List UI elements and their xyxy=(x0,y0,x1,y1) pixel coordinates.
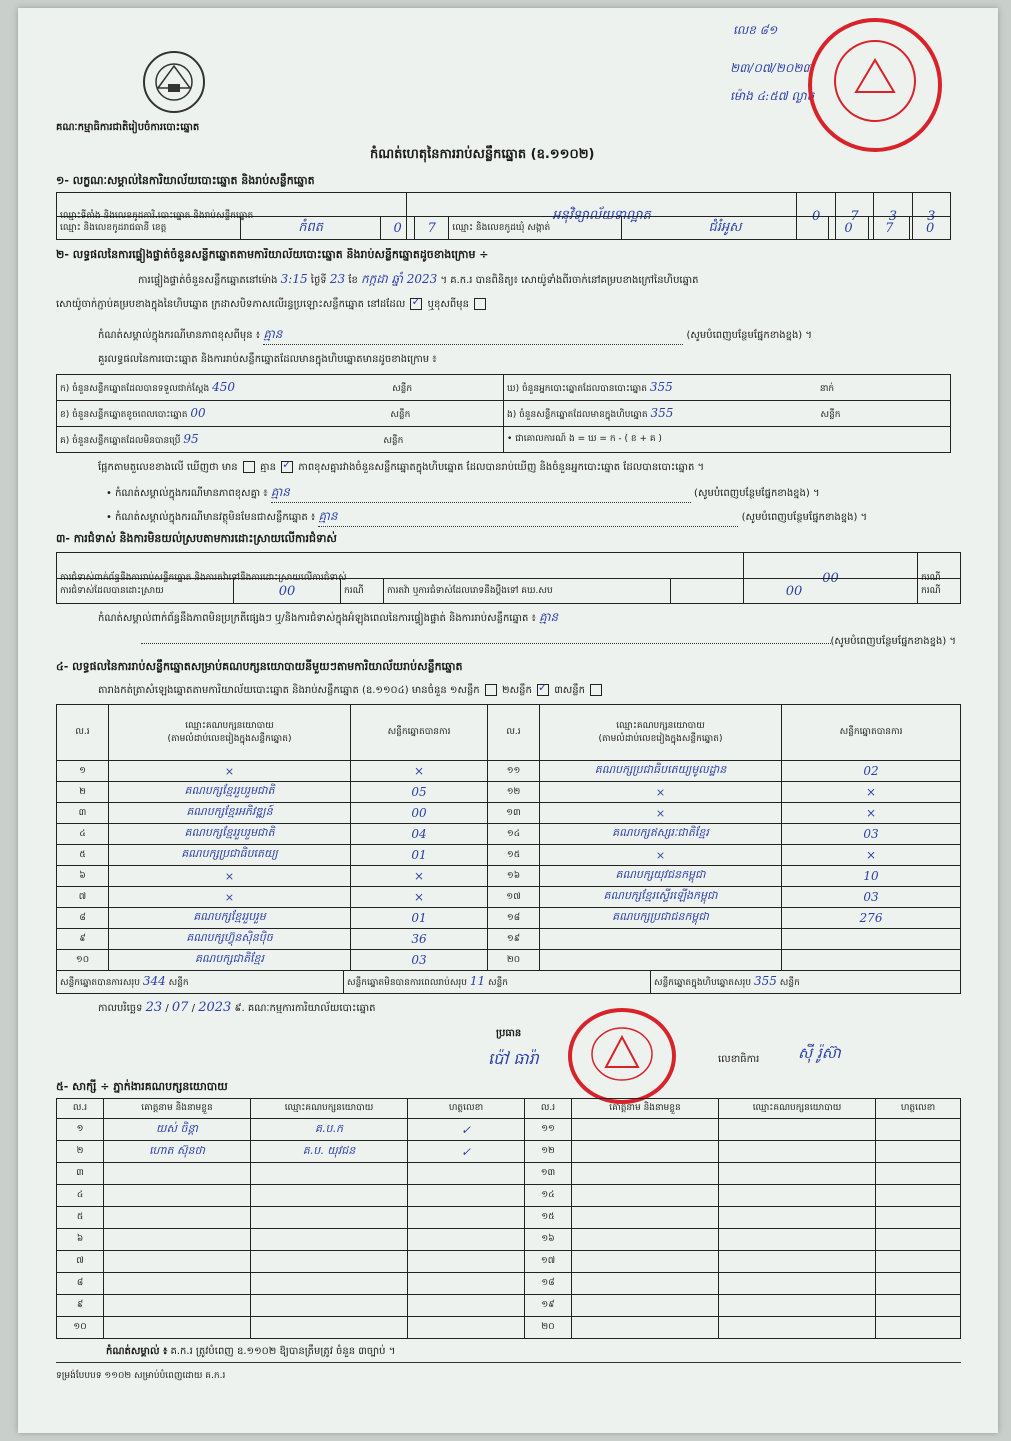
count-row-b: ខ) ចំនួនសន្លឹកឆ្នោតខូចពេលបោះឆ្នោត 00 សន្លឹក xyxy=(57,401,504,427)
witness-row: ៨ ១៨ xyxy=(57,1273,961,1295)
witness-row: ៧ ១៧ xyxy=(57,1251,961,1273)
province-label: ឈ្មោះ និងលេខកូដរាជធានី ខេត្ត xyxy=(57,217,241,240)
count-row-e: ឃ) ចំនួនអ្នកបោះឆ្នោតដែលបានបោះឆ្នោត 355 នាក់ xyxy=(504,375,951,401)
complaint-resolved-label: ការជំទាស់ដែលបានដោះស្រាយ xyxy=(57,579,234,604)
verification-line-2: សោយ៉ូចាក់ភ្ជាប់គម្របខាងក្នុងនៃហិបឆ្នោត ក្រដាសបិទភាសលើរន្ធប្រឡោះសន្លឹកឆ្នោត នៅដដែល ✓ ឬខុសពីមុន xyxy=(56,297,488,312)
witness-row: ៥ ១៥ xyxy=(57,1207,961,1229)
receipt-date: ២៣/០៧/២០២៣ xyxy=(730,61,813,75)
witness-row: ៦ ១៦ xyxy=(57,1229,961,1251)
total-valid: សន្លឹកឆ្នោតបានការសរុប 344 សន្លឹក xyxy=(57,971,344,994)
verification-line-1: ការផ្ទៀងផ្ទាត់ចំនួនសន្លឹកឆ្នោតនៅម៉ោង 3:15 ថ្ងៃទី 23 ខែ កក្កដា ឆ្នាំ 2023 ។ គ.ក.រ បានពិនិត្យ៖ សោយ៉ូទាំងពីរចាក់នៅគម្របខាងក្រៅនៃហិបឆ្នោត xyxy=(138,272,699,286)
complaint-row-1-value: 00 xyxy=(744,553,918,604)
station-code-2: 7 xyxy=(835,193,873,240)
section-3-title: ៣- ការជំទាស់ និងការមិនយល់ស្របតាមការដោះស្រាយលើការជំទាស់ xyxy=(56,532,337,545)
complaint-resolved-value: 00 xyxy=(234,579,341,604)
party-result-row: ៥ គណបក្សប្រជាធិបតេយ្យ 01 ១៥ × × xyxy=(57,845,961,866)
witness-table-header: ល.រ គោត្តនាម និងនាមខ្លួន ឈ្មោះគណបក្សនយោបាយ ហត្ថលេខា ល.រ គោត្តនាម និងនាមខ្លួន ឈ្មោះគណបក្សនយោបាយ ហត្ថលេខា xyxy=(57,1099,961,1119)
count-row-c: គ) ចំនួនសន្លឹកឆ្នោតដែលមិនបានប្រើ 95 សន្លឹក xyxy=(57,427,504,453)
witness-table xyxy=(56,1098,961,1339)
section-1-title: ១- លក្ខណៈសម្គាល់នៃការិយាល័យបោះឆ្នោត និងរាប់សន្លឹកឆ្នោត xyxy=(56,174,315,187)
note-line-3: • កំណត់សម្គាល់ក្នុងករណីមានវត្ថុមិនមែនជាសន្លឹកឆ្នោត ៖ គ្មាន (សូមបំពេញបន្ថែមផ្នែកខាងខ្នង) ។ xyxy=(106,508,956,527)
footer-divider xyxy=(56,1362,961,1363)
chairman-label: ប្រធាន xyxy=(496,1028,522,1039)
party-result-row: ២ គណបក្សខ្មែររួបរួមជាតិ 05 ១២ × × xyxy=(57,782,961,803)
party-table-header: ល.រ ឈ្មោះគណបក្សនយោបាយ (តាមលំដាប់លេខរៀងក្នុងសន្លឹកឆ្នោត) សន្លឹកឆ្នោតបានការ ល.រ ឈ្មោះគណបក្សនយោបាយ (តាមលំដាប់លេខរៀងក្នុងសន្លឹកឆ្នោត) សន្លឹកឆ្នោតបានការ xyxy=(57,705,961,761)
commune-label: ឈ្មោះ និងលេខកូដឃុំ សង្កាត់ xyxy=(449,217,622,240)
witness-row: ១០ ២០ xyxy=(57,1317,961,1339)
document-page: គណៈកម្មាធិការជាតិរៀបចំការបោះឆ្នោត លេខ ៨១ ២៣/០៧/២០២៣ ម៉ោង ៤:៥៧ ល្ងាច កំណត់ហេតុនៃការរាប់សន្លឹកឆ្នោត (ឧ.១១០២) ១- លក្ខណៈសម្គាល់នៃការិយាល័យបោះឆ្នោត និងរាប់សន្លឹកឆ្នោត ឈ្មោះទីតាំង និងលេខកូដការិ.បោះឆ្នោត និងរាប់សន្លឹកឆ្នោត អនុវិទ្យាល័យទាល្អាត 0 7 3 3 ឈ្មោះ និងលេខកូដរាជធានី ខេត្ត កំពត 0 7 ឈ្មោះ និងលេខកូដឃុំ សង្កាត់ ជំរំអូស 0 7 0 ២- លទ្ធផលនៃការផ្ទៀងផ្ទាត់ចំនួនសន្លឹកឆ្នោតតាមការិយាល័យបោះឆ្នោត និងរាប់សន្លឹកឆ្នោតដូចខាងក្រោម ÷ ការផ្ទៀងផ្ទាត់ចំនួនសន្លឹកឆ្នោតនៅម៉ោង 3:15 ថ្ងៃទី 23 ខែ កក្កដា ឆ្នាំ 2023 ។ គ.ក.រ បានពិនិត្យ៖ សោយ៉ូទាំងពីរចាក់នៅគម្របខាងក្រៅនៃហិបឆ្នោត សោយ៉ូចាក់ភ្ជាប់គម្របខាងក្នុងនៃហិបឆ្នោត ក្រដាសបិទភាសលើរន្ធប្រឡោះសន្លឹកឆ្នោត នៅដដែល ✓ ឬខុសពីមុន កំណត់សម្គាល់ក្នុងករណីមានភាពខុសពីមុន ៖ គ្មាន (សូមបំពេញបន្ថែមផ្នែកខាងខ្នង) ។ គួរលទ្ធផលនៃការបោះឆ្នោត និងការរាប់សន្លឹកឆ្នោតដែលមានក្នុងហិបឆ្នោតមានដូចខាងក្រោម ៖ ក) ចំនួនសន្លឹកឆ្នោតដែលបានទទួលជាក់ស្តែង 450 សន្លឹក ឃ) ចំនួនអ្នកបោះឆ្នោតដែលបានបោះឆ្នោត 355 នាក់ ខ) ចំនួនសន្លឹកឆ្នោតខូចពេលបោះឆ្នោត 00 សន្លឹក ង) ចំនួនសន្លឹកឆ្នោតដែលមានក្នុងហិបឆ្នោត 355 សន្លឹក គ) ចំនួនសន្លឹកឆ្នោតដែលមិនបានប្រើ 95 សន្លឹក • ជាគោលការណ៍ ង = ឃ = ក - ( ខ + គ ) ផ្អែកតាមតួលេខខាងលើ ឃើញថា មាន គ្មាន ✓ ភាពខុសគ្នារវាងចំនួនសន្លឹកឆ្នោតក្នុងហិបឆ្នោត ដែលបានរាប់ឃើញ និងចំនួនអ្នកបោះឆ្នោត ដែលបានបោះឆ្នោត ។ • កំណត់សម្គាល់ក្នុងករណីមានភាពខុសគ្នា ៖ គ្មាន (សូមបំពេញបន្ថែមផ្នែកខាងខ្នង) ។ • កំណត់សម្គាល់ក្នុងករណីមានវត្ថុមិនមែនជាសន្លឹកឆ្នោត ៖ គ្មាន (សូមបំពេញបន្ថែមផ្នែកខាងខ្នង) ។ ៣- ការជំទាស់ និងការមិនយល់ស្របតាមការដោះស្រាយលើការជំទាស់ ការជំទាស់ពាក់ព័ន្ធនឹងការរាប់សន្លឹកឆ្នោត និងការតវ៉ាទៅនឹងការដោះស្រាយលើការជំទាស់ 00 ករណី ការជំទាស់ដែលបានដោះស្រាយ 00 ករណី ការតវ៉ា ឬការជំទាស់ដែលរោទនឹងប្តឹងទៅ គឃ.សប 00 ករណី កំណត់សម្គាល់ពាក់ព័ន្ធនឹងភាពមិនប្រក្រតីផ្សេងៗ ឬ/និងការជំទាស់ក្នុងអំឡុងពេលនៃការផ្ទៀងផ្ទាត់ និងការរាប់សន្លឹកឆ្នោត ៖ គ្មាន (សូមបំពេញបន្ថែមផ្នែកខាងខ្នង) ។ ៤- លទ្ធផលនៃការរាប់សន្លឹកឆ្នោតសម្រាប់គណបក្សនយោបាយនីមួយៗតាមការិយាល័យរាប់សន្លឹកឆ្នោត តារាងកត់ត្រាសំឡេងឆ្នោតតាមការិយាល័យបោះឆ្នោត និងរាប់សន្លឹកឆ្នោត (ឧ.១១០៤) មានចំនួន ១សន្លឹក ២សន្លឹក ✓ ៣សន្លឹក ល.រ ឈ្មោះគណបក្សនយោបាយ (តាមលំដាប់លេខរៀងក្នុងសន្លឹកឆ្នោត) សន្លឹកឆ្នោតបានការ ល.រ ឈ្មោះគណបក្សនយោបាយ (តាមលំដាប់លេខរៀងក្នុងសន្លឹកឆ្នោត) សន្លឹកឆ្នោតបានការ ១ × × ១១ គណបក្សប្រជាធិបតេយ្យមូលដ្ឋាន 02 ២ គណបក្សខ្មែររួបរួមជាតិ 05 ១២ × × ៣ គណបក្សខ្មែរអភិវឌ្ឍន៍ 00 ១៣ × × ៤ គណបក្សខ្មែររួបរួមជាតិ 04 ១៤ គណបក្សឥស្សរៈជាតិខ្មែរ 03 ៥ គណបក្សប្រជាធិបតេយ្យ 01 ១៥ × × ៦ × × ១៦ គណបក្សយុវជនកម្ពុជា 10 ៧ × × ១៧ គណបក្សខ្មែរស្ទើរឡើងកម្ពុជា 03 ៨ គណបក្សខ្មែររួបរួម 01 ១៨ គណបក្សប្រជាជនកម្ពុជា 276 ៩ គណបក្សហ៊្វុនស៊ិនប៉ិច 36 ១៩ ១០ គណបក្សជាតិខ្មែរ 03 ២០ សន្លឹកឆ្នោតបានការសរុប 344 សន្លឹក សន្លឹកឆ្នោតមិនបានការពេលរាប់សរុប 11 សន្លឹក សន្លឹកឆ្នោតក្នុងហិបឆ្នោតសរុប 355 សន្លឹក កាលបរិច្ឆេទ 23 / 07 / 2023 ៩. គណៈកម្មការការិយាល័យបោះឆ្នោត ប្រធាន ប៉ៅ ធារ៉ា លេខាធិការ ស៊ី រ៉ូស៊ា ៥- សាក្សី ÷ ភ្នាក់ងារគណបក្សនយោបាយ ល.រ គោត្តនាម និងនាមខ្លួន ឈ្មោះគណបក្សនយោបាយ ហត្ថលេខា ល.រ គោត្តនាម និងនាមខ្លួន ឈ្មោះគណបក្សនយោបាយ ហត្ថលេខា ១ យស់ ចិន្តា គ.ប.ក ✓ ១១ ២ ហោត ស៊ុនថា គ.ប. យុវជន ✓ ១២ ៣ ១៣ ៤ ១៤ ៥ ១៥ ៦ ១៦ ៧ ១៧ ៨ ១៨ ៩ ១៩ ១០ ២០ កំណត់សម្គាល់ ៖ គ.ក.រ ត្រូវបំពេញ ឧ.១១០២ ឱ្យបានត្រឹមត្រូវ ចំនួន ៣ច្បាប់ ។ ទម្រង់បែបបទ ១១០២ សម្រាប់បំពេញដោយ គ.ក.រ xyxy=(18,8,998,1433)
formula-row: • ជាគោលការណ៍ ង = ឃ = ក - ( ខ + គ ) xyxy=(504,427,951,453)
party-result-row: ៨ គណបក្សខ្មែររួបរួម 01 ១៨ គណបក្សប្រជាជនកម្ពុជា 276 xyxy=(57,908,961,929)
witness-row: ៣ ១៣ xyxy=(57,1163,961,1185)
complaint-forwarded-label: ការតវ៉ា ឬការជំទាស់ដែលរោទនឹងប្តឹងទៅ គឃ.សប xyxy=(384,579,671,604)
committee-name: គណៈកម្មាធិការជាតិរៀបចំការបោះឆ្នោត xyxy=(56,122,200,133)
match-check-line: ផ្អែកតាមតួលេខខាងលើ ឃើញថា មាន គ្មាន ✓ ភាពខុសគ្នារវាងចំនួនសន្លឹកឆ្នោតក្នុងហិបឆ្នោត ដែលបានរាប់ឃើញ និងចំនួនអ្នកបោះឆ្នោត ដែលបានបោះឆ្នោត ។ xyxy=(98,460,704,475)
station-code-4: 3 xyxy=(912,193,950,240)
complaint-forwarded-value: 00 xyxy=(671,579,918,604)
section-5-title: ៥- សាក្សី ÷ ភ្នាក់ងារគណបក្សនយោបាយ xyxy=(56,1080,228,1093)
party-result-row: ៧ × × ១៧ គណបក្សខ្មែរស្ទើរឡើងកម្ពុជា 03 xyxy=(57,887,961,908)
pages-1-checkbox[interactable] xyxy=(485,684,497,696)
match-yes-checkbox[interactable] xyxy=(243,461,255,473)
receipt-number: លេខ ៨១ xyxy=(733,23,778,37)
footer-form-id: ទម្រង់បែបបទ ១១០២ សម្រាប់បំពេញដោយ គ.ក.រ xyxy=(56,1371,226,1381)
province-name: កំពត xyxy=(241,217,381,240)
match-no-checkbox[interactable] xyxy=(281,461,293,473)
note-line-1: កំណត់សម្គាល់ក្នុងករណីមានភាពខុសពីមុន ៖ គ្មាន (សូមបំពេញបន្ថែមផ្នែកខាងខ្នង) ។ xyxy=(98,326,958,345)
commune-code-3: 0 xyxy=(910,217,951,240)
station-code-3: 3 xyxy=(874,193,912,240)
emblem-icon xyxy=(138,48,210,116)
secretary-label: លេខាធិការ xyxy=(718,1054,760,1065)
count-row-a: ក) ចំនួនសន្លឹកឆ្នោតដែលបានទទួលជាក់ស្តែង 450 សន្លឹក xyxy=(57,375,504,401)
official-seal-bottom xyxy=(568,1008,676,1104)
seal-correct-checkbox[interactable] xyxy=(410,298,422,310)
commune-code-1: 0 xyxy=(828,217,869,240)
official-seal-top xyxy=(808,18,942,152)
form-title: កំណត់ហេតុនៃការរាប់សន្លឹកឆ្នោត (ឧ.១១០២) xyxy=(370,147,595,162)
station-name: អនុវិទ្យាល័យទាល្អាត xyxy=(406,193,797,240)
commune-name: ជំរំអូស xyxy=(622,217,828,240)
party-result-row: ៩ គណបក្សហ៊្វុនស៊ិនប៉ិច 36 ១៩ xyxy=(57,929,961,950)
witness-row: ៩ ១៩ xyxy=(57,1295,961,1317)
section-2-title: ២- លទ្ធផលនៃការផ្ទៀងផ្ទាត់ចំនួនសន្លឹកឆ្នោតតាមការិយាល័យបោះឆ្នោត និងរាប់សន្លឹកឆ្នោតដូចខាងក្រោម ÷ xyxy=(56,248,489,261)
incident-note: កំណត់សម្គាល់ពាក់ព័ន្ធនឹងភាពមិនប្រក្រតីផ្សេងៗ ឬ/និងការជំទាស់ក្នុងអំឡុងពេលនៃការផ្ទៀងផ្ទាត់ និងការរាប់សន្លឹកឆ្នោត ៖ គ្មាន xyxy=(98,610,559,624)
incident-hint: (សូមបំពេញបន្ថែមផ្នែកខាងខ្នង) ។ xyxy=(56,634,956,649)
witness-row: ៤ ១៤ xyxy=(57,1185,961,1207)
pages-2-checkbox[interactable] xyxy=(537,684,549,696)
station-label: ឈ្មោះទីតាំង និងលេខកូដការិ.បោះឆ្នោត និងរាប់សន្លឹកឆ្នោត xyxy=(57,193,407,240)
party-results-table xyxy=(56,704,961,971)
province-code-1: 0 xyxy=(381,217,415,240)
counts-intro: គួរលទ្ធផលនៃការបោះឆ្នោត និងការរាប់សន្លឹកឆ្នោតដែលមានក្នុងហិបឆ្នោតមានដូចខាងក្រោម ៖ xyxy=(98,354,437,365)
party-result-row: ១ × × ១១ គណបក្សប្រជាធិបតេយ្យមូលដ្ឋាន 02 xyxy=(57,761,961,782)
date-line: កាលបរិច្ឆេទ 23 / 07 / 2023 ៩. គណៈកម្មការការិយាល័យបោះឆ្នោត xyxy=(98,1000,376,1015)
section-4-title: ៤- លទ្ធផលនៃការរាប់សន្លឹកឆ្នោតសម្រាប់គណបក្សនយោបាយនីមួយៗតាមការិយាល័យរាប់សន្លឹកឆ្នោត xyxy=(56,660,463,673)
station-code-1: 0 xyxy=(797,193,835,240)
complaint-row-1-label: ការជំទាស់ពាក់ព័ន្ធនឹងការរាប់សន្លឹកឆ្នោត និងការតវ៉ាទៅនឹងការដោះស្រាយលើការជំទាស់ xyxy=(57,553,744,604)
total-in-box: សន្លឹកឆ្នោតក្នុងហិបឆ្នោតសរុប 355 សន្លឹក xyxy=(651,971,961,994)
party-result-row: ៦ × × ១៦ គណបក្សយុវជនកម្ពុជា 10 xyxy=(57,866,961,887)
section-4-intro: តារាងកត់ត្រាសំឡេងឆ្នោតតាមការិយាល័យបោះឆ្នោត និងរាប់សន្លឹកឆ្នោត (ឧ.១១០៤) មានចំនួន ១សន្លឹក ២សន្លឹក ✓ ៣សន្លឹក xyxy=(98,683,604,698)
party-result-row: ៤ គណបក្សខ្មែររួបរួមជាតិ 04 ១៤ គណបក្សឥស្សរៈជាតិខ្មែរ 03 xyxy=(57,824,961,845)
chairman-signature: ប៉ៅ ធារ៉ា xyxy=(488,1049,539,1068)
province-code-2: 7 xyxy=(415,217,449,240)
witness-row: ២ ហោត ស៊ុនថា គ.ប. យុវជន ✓ ១២ xyxy=(57,1141,961,1163)
party-result-row: ៣ គណបក្សខ្មែរអភិវឌ្ឍន៍ 00 ១៣ × × xyxy=(57,803,961,824)
footer-note: កំណត់សម្គាល់ ៖ គ.ក.រ ត្រូវបំពេញ ឧ.១១០២ ឱ្យបានត្រឹមត្រូវ ចំនួន ៣ច្បាប់ ។ xyxy=(106,1346,396,1357)
commune-code-2: 7 xyxy=(869,217,910,240)
secretary-signature: ស៊ី រ៉ូស៊ា xyxy=(798,1044,841,1062)
note-line-2: • កំណត់សម្គាល់ក្នុងករណីមានភាពខុសគ្នា ៖ គ្មាន (សូមបំពេញបន្ថែមផ្នែកខាងខ្នង) ។ xyxy=(106,484,956,503)
receipt-time: ម៉ោង ៤:៥៧ ល្ងាច xyxy=(730,89,815,103)
party-result-row: ១០ គណបក្សជាតិខ្មែរ 03 ២០ xyxy=(57,950,961,971)
seal-wrong-checkbox[interactable] xyxy=(474,298,486,310)
count-row-d: ង) ចំនួនសន្លឹកឆ្នោតដែលមានក្នុងហិបឆ្នោត 355 សន្លឹក xyxy=(504,401,951,427)
pages-3-checkbox[interactable] xyxy=(590,684,602,696)
witness-row: ១ យស់ ចិន្តា គ.ប.ក ✓ ១១ xyxy=(57,1119,961,1141)
total-invalid: សន្លឹកឆ្នោតមិនបានការពេលរាប់សរុប 11 សន្លឹក xyxy=(344,971,651,994)
